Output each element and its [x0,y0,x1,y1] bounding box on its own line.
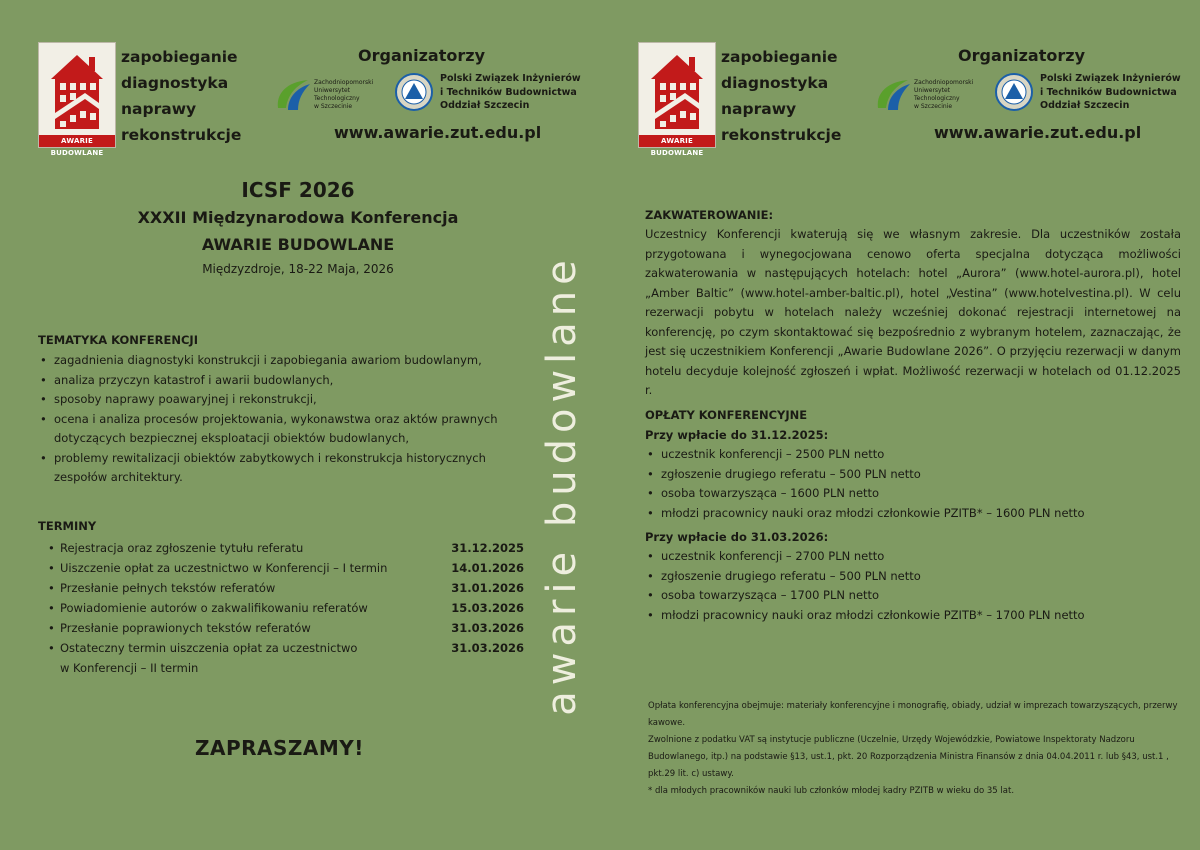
term-label: Rejestracja oraz zgłoszenie tytułu referatu [60,541,304,555]
website-link[interactable]: www.awarie.zut.edu.pl [334,123,542,142]
footnote-line: * dla młodych pracowników nauki lub członków młodej kadry PZITB w wieku do 35 lat. [648,786,1015,796]
term-row [38,578,524,598]
tagline-line: rekonstrukcje [121,126,242,144]
list-item: • osoba towarzysząca – 1700 PLN netto [645,586,1165,606]
building-icon [645,49,709,129]
terms-list [38,538,524,678]
pzitb-logo-icon [394,72,434,112]
zut-line: Uniwersytet [314,87,350,94]
term-date: 31.03.2026 [451,641,524,655]
tagline-line: diagnostyka [121,74,229,92]
term-row [38,598,524,618]
fees-period-1 [645,428,1165,523]
term-label: Przesłanie poprawionych tekstów referatów [60,621,311,635]
term-date: 14.01.2026 [451,561,524,575]
pzitb-line: i Techników Budownictwa [440,86,577,98]
conference-code: ICSF 2026 [241,178,355,202]
zut-name [914,79,984,111]
list-item: • uczestnik konferencji – 2700 PLN netto [645,547,1165,567]
term-label: Przesłanie pełnych tekstów referatów [60,581,276,595]
topics-title: TEMATYKA KONFERENCJI [38,333,198,347]
term-label-continued: w Konferencji – II termin [60,661,199,675]
tagline [721,44,841,148]
building-icon [45,49,109,129]
conference-subtitle: XXXII Międzynarodowa Konferencja [137,208,459,227]
list-item: • analiza przyczyn katastrof i awarii budowlanych, [38,371,518,391]
tagline-line: zapobieganie [721,48,838,66]
list-item: • młodzi pracownicy nauki oraz młodzi członkowie PZITB* – 1700 PLN netto [645,606,1165,626]
logo-caption: AWARIE BUDOWLANE [39,135,115,147]
zut-line: Uniwersytet [914,87,950,94]
organizers-title: Organizatorzy [958,46,1085,65]
zut-logo-icon [274,78,312,112]
tagline-line: naprawy [121,100,197,118]
term-row [38,558,524,578]
vertical-title [539,195,585,775]
awarie-budowlane-logo [638,42,716,157]
accommodation-title: ZAKWATEROWANIE: [645,208,774,222]
conference-place-date: Międzyzdroje, 18-22 Maja, 2026 [202,262,394,276]
conference-heading [38,178,558,276]
footnote-line: Zwolnione z podatku VAT są instytucje publiczne (Uczelnie, Urzędy Wojewódzkie, Powiatowe Inspektoraty Nadzoru Budowlanego, itp.) na podstawie §13, ust.1, pkt. 20 Rozporządzenia Ministra Finansów z dnia 04.04.2011 r. lub §43, ust.1 , pkt.29 lit. c) ustawy. [648,735,1169,779]
tagline-line: rekonstrukcje [721,126,842,144]
pzitb-name [1040,72,1181,113]
tagline-line: zapobieganie [121,48,238,66]
topics-list [38,351,518,488]
term-row [38,618,524,638]
pzitb-line: Polski Związek Inżynierów [440,73,581,84]
fees-period-label: Przy wpłacie do 31.03.2026: [645,530,829,544]
pzitb-line: Oddział Szczecin [440,100,530,111]
fees-period-label: Przy wpłacie do 31.12.2025: [645,428,829,442]
list-item: • uczestnik konferencji – 2500 PLN netto [645,445,1165,465]
pzitb-name [440,72,581,113]
vertical-title-text: awarie budowlane [539,254,585,716]
logo-caption: AWARIE BUDOWLANE [639,135,715,147]
accommodation-text: Uczestnicy Konferencji kwaterują się we własnym zakresie. Dla uczestników została przygotowana i wynegocjowana cenowo oferta specjalna dotycząca możliwości zakwaterowania w następujących hotelach: hotel „Aurora” (www.hotel-aurora.pl), hotel „Amber Baltic” (www.hotel-amber-baltic.pl), hotel „Vestina” (www.hotelvestina.pl). W celu rezerwacji pobytu w hotelach należy wcześniej dokonać rejestracji internetowej na konferencję, po czym skontaktować się bezpośrednio z wybranym hotelem, zaznaczając, że jest się uczestnikiem Konferencji „Awarie Budowlane 2026”. O przyjęciu rezerwacji w danym hotelu decyduje kolejność zgłoszeń i wpłat. Możliwość rezerwacji w hotelach od 01.12.2025 r. [645,227,1181,397]
website-link[interactable]: www.awarie.zut.edu.pl [934,123,1142,142]
term-date: 31.12.2025 [451,541,524,555]
tagline-line: naprawy [721,100,797,118]
fees-period-2 [645,530,1165,625]
zut-line: w Szczecinie [314,103,353,110]
pzitb-line: Oddział Szczecin [1040,100,1130,111]
list-item: • zgłoszenie drugiego referatu – 500 PLN netto [645,465,1165,485]
list-item: • problemy rewitalizacji obiektów zabytkowych i rekonstrukcja historycznych zespołów architektury. [38,449,518,488]
term-label: • Ostateczny termin uiszczenia opłat za uczestnictwo [60,641,358,655]
list-item: • młodzi pracownicy nauki oraz młodzi członkowie PZITB* – 1600 PLN netto [645,504,1165,524]
list-item: • zgłoszenie drugiego referatu – 500 PLN netto [645,567,1165,587]
tagline-line: diagnostyka [721,74,829,92]
zut-name [314,79,384,111]
term-label: Powiadomienie autorów o zakwalifikowaniu referatów [60,601,368,615]
list-item: • zagadnienia diagnostyki konstrukcji i zapobiegania awariom budowlanym, [38,351,518,371]
list-item: • osoba towarzysząca – 1600 PLN netto [645,484,1165,504]
zut-line: Technologiczny [914,95,960,102]
list-item: • sposoby naprawy poawaryjnej i rekonstrukcji, [38,390,518,410]
term-label: Uiszczenie opłat za uczestnictwo w Konferencji – I termin [60,561,388,575]
zut-line: Technologiczny [314,95,360,102]
fees-list [645,445,1165,523]
pzitb-line: i Techników Budownictwa [1040,86,1177,98]
list-item: • ocena i analiza procesów projektowania, wykonawstwa oraz aktów prawnych dotyczących bezpiecznej eksploatacji obiektów budowlanych, [38,410,518,449]
zut-logo-icon [874,78,912,112]
terms-title: TERMINY [38,519,97,533]
tagline [121,44,241,148]
awarie-budowlane-logo [38,42,116,157]
term-row [38,638,524,678]
invitation-text: ZAPRASZAMY! [195,736,364,760]
zut-line: Zachodniopomorski [914,79,974,86]
term-date: 15.03.2026 [451,601,524,615]
zut-line: w Szczecinie [914,103,953,110]
footnote-line: Opłata konferencyjna obejmuje: materiały konferencyjne i monografię, obiady, udział w imprezach towarzyszących, przerwy kawowe. [648,701,1178,728]
footnote [648,698,1178,800]
fees-title: OPŁATY KONFERENCYJNE [645,408,808,422]
pzitb-line: Polski Związek Inżynierów [1040,73,1181,84]
term-row [38,538,524,558]
conference-name: AWARIE BUDOWLANE [201,235,395,254]
pzitb-logo-icon [994,72,1034,112]
zut-line: Zachodniopomorski [314,79,374,86]
term-date: 31.01.2026 [451,581,524,595]
term-date: 31.03.2026 [451,621,524,635]
organizers-title: Organizatorzy [358,46,485,65]
fees-list [645,547,1165,625]
